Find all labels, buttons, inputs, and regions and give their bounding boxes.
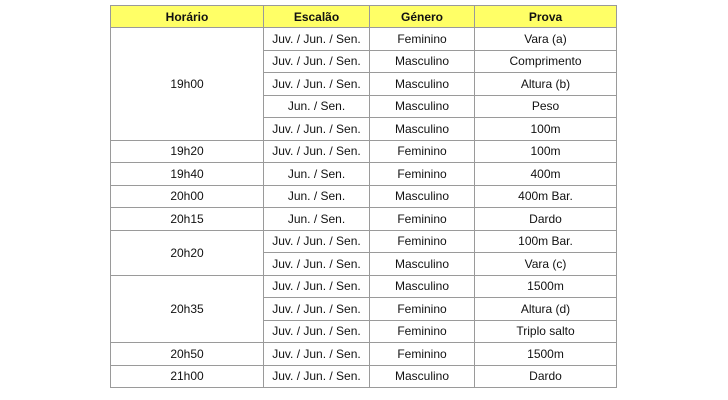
- table-row: [111, 343, 617, 366]
- cell-genero: Feminino: [370, 208, 475, 231]
- cell-genero: Masculino: [370, 118, 475, 141]
- cell-escalao: Juv. / Jun. / Sen.: [264, 73, 370, 96]
- header-row: [111, 6, 617, 28]
- cell-escalao: Juv. / Jun. / Sen.: [264, 298, 370, 321]
- cell-prova: 400m Bar.: [475, 185, 617, 208]
- cell-genero: Masculino: [370, 275, 475, 298]
- table-row: [111, 208, 617, 231]
- table-body: [111, 28, 617, 388]
- cell-prova: Vara (c): [475, 253, 617, 276]
- cell-prova: 1500m: [475, 343, 617, 366]
- cell-prova: Vara (a): [475, 28, 617, 51]
- header-prova: Prova: [475, 6, 617, 28]
- header-escalao: Escalão: [264, 6, 370, 28]
- cell-genero: Feminino: [370, 28, 475, 51]
- cell-prova: Dardo: [475, 365, 617, 388]
- cell-escalao: Juv. / Jun. / Sen.: [264, 140, 370, 163]
- cell-genero: Masculino: [370, 95, 475, 118]
- cell-genero: Masculino: [370, 185, 475, 208]
- cell-genero: Feminino: [370, 163, 475, 186]
- cell-prova: Altura (b): [475, 73, 617, 96]
- cell-horario: 20h20: [111, 230, 264, 275]
- table-row: [111, 185, 617, 208]
- cell-genero: Feminino: [370, 140, 475, 163]
- cell-escalao: Jun. / Sen.: [264, 185, 370, 208]
- cell-escalao: Juv. / Jun. / Sen.: [264, 28, 370, 51]
- cell-genero: Masculino: [370, 73, 475, 96]
- cell-prova: 100m: [475, 140, 617, 163]
- cell-genero: Masculino: [370, 365, 475, 388]
- header-genero: Género: [370, 6, 475, 28]
- cell-escalao: Juv. / Jun. / Sen.: [264, 253, 370, 276]
- cell-prova: Comprimento: [475, 50, 617, 73]
- cell-prova: 1500m: [475, 275, 617, 298]
- cell-genero: Feminino: [370, 320, 475, 343]
- cell-escalao: Juv. / Jun. / Sen.: [264, 365, 370, 388]
- cell-genero: Masculino: [370, 50, 475, 73]
- cell-escalao: Juv. / Jun. / Sen.: [264, 320, 370, 343]
- cell-prova: Peso: [475, 95, 617, 118]
- cell-horario: 19h20: [111, 140, 264, 163]
- cell-horario: 19h40: [111, 163, 264, 186]
- cell-horario: 21h00: [111, 365, 264, 388]
- table-row: [111, 365, 617, 388]
- cell-prova: Triplo salto: [475, 320, 617, 343]
- cell-horario: 20h35: [111, 275, 264, 343]
- cell-horario: 20h15: [111, 208, 264, 231]
- cell-genero: Feminino: [370, 230, 475, 253]
- cell-escalao: Jun. / Sen.: [264, 208, 370, 231]
- cell-escalao: Jun. / Sen.: [264, 95, 370, 118]
- cell-horario: 20h00: [111, 185, 264, 208]
- cell-prova: Dardo: [475, 208, 617, 231]
- cell-genero: Feminino: [370, 298, 475, 321]
- cell-escalao: Juv. / Jun. / Sen.: [264, 50, 370, 73]
- table-row: [111, 230, 617, 253]
- schedule-table: [110, 5, 617, 388]
- cell-escalao: Juv. / Jun. / Sen.: [264, 343, 370, 366]
- cell-escalao: Juv. / Jun. / Sen.: [264, 275, 370, 298]
- cell-prova: Altura (d): [475, 298, 617, 321]
- table-row: [111, 163, 617, 186]
- table-row: [111, 28, 617, 51]
- cell-horario: 19h00: [111, 28, 264, 141]
- table-row: [111, 275, 617, 298]
- cell-genero: Masculino: [370, 253, 475, 276]
- cell-prova: 100m Bar.: [475, 230, 617, 253]
- cell-escalao: Juv. / Jun. / Sen.: [264, 118, 370, 141]
- table-row: [111, 140, 617, 163]
- table-header: [111, 6, 617, 28]
- header-horario: Horário: [111, 6, 264, 28]
- cell-horario: 20h50: [111, 343, 264, 366]
- cell-escalao: Jun. / Sen.: [264, 163, 370, 186]
- cell-prova: 400m: [475, 163, 617, 186]
- cell-escalao: Juv. / Jun. / Sen.: [264, 230, 370, 253]
- cell-genero: Feminino: [370, 343, 475, 366]
- cell-prova: 100m: [475, 118, 617, 141]
